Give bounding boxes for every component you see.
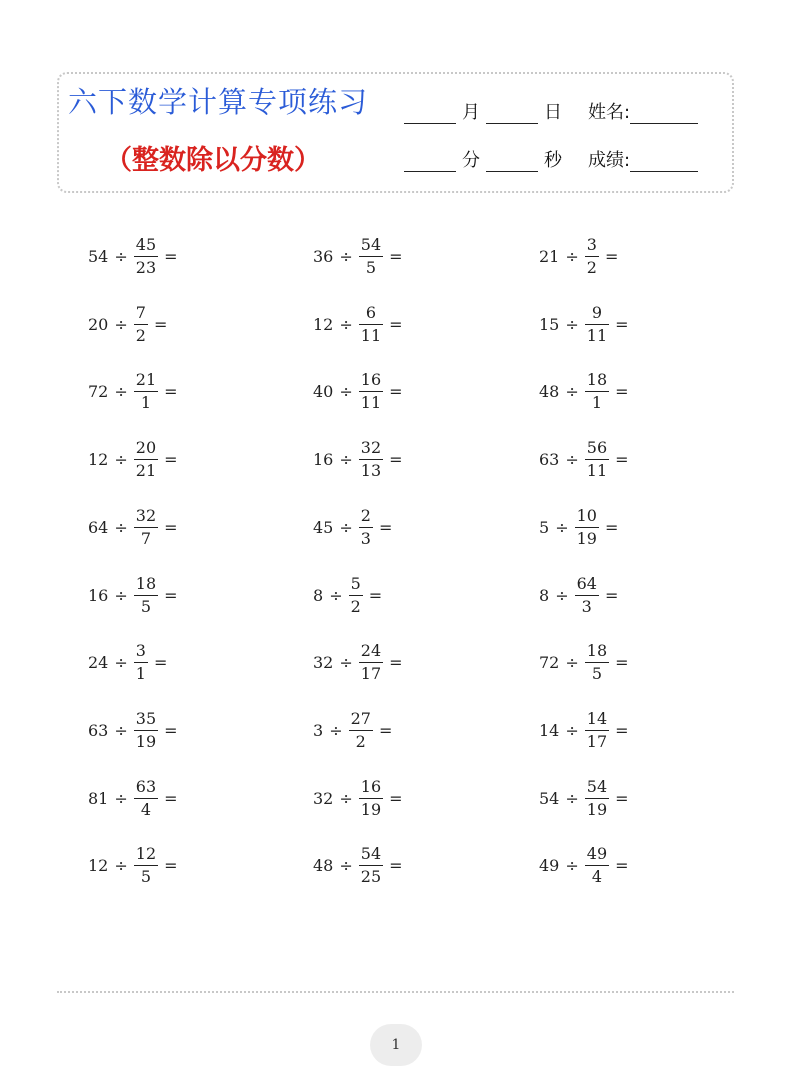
equals-sign: = <box>164 381 178 401</box>
problem-item <box>313 702 392 758</box>
dividend: 48 <box>539 381 560 401</box>
problem-item <box>313 837 403 893</box>
equals-sign: = <box>153 314 168 334</box>
equals-sign: = <box>164 585 178 605</box>
dividend: 64 <box>88 517 109 537</box>
dividend: 40 <box>313 381 334 401</box>
denominator: 19 <box>576 528 597 548</box>
dividend: 8 <box>539 585 550 605</box>
equals-sign: = <box>378 720 393 740</box>
dividend: 81 <box>88 788 109 808</box>
denominator: 4 <box>591 866 603 886</box>
divide-sign: ÷ <box>114 449 128 469</box>
equals-sign: = <box>389 314 403 334</box>
divide-sign: ÷ <box>114 381 128 401</box>
denominator: 5 <box>140 866 152 886</box>
dividend: 3 <box>313 720 324 740</box>
equals-sign: = <box>615 652 629 672</box>
score-label: 成绩: <box>588 150 631 171</box>
equals-sign: = <box>604 585 619 605</box>
numerator: 12 <box>135 843 157 863</box>
numerator: 32 <box>135 505 157 525</box>
dividend: 20 <box>88 314 109 334</box>
problem-item <box>539 296 629 352</box>
denominator: 3 <box>581 596 592 616</box>
dividend: 72 <box>88 381 109 401</box>
problem-item <box>539 431 629 487</box>
divide-sign: ÷ <box>114 314 128 334</box>
denominator: 2 <box>350 596 361 616</box>
numerator: 16 <box>360 776 382 796</box>
numerator: 5 <box>350 573 361 593</box>
divisor-fraction <box>359 505 373 548</box>
divisor-fraction <box>585 843 609 886</box>
denominator: 11 <box>586 460 608 480</box>
divisor-fraction <box>134 234 158 277</box>
problem-item <box>313 567 382 623</box>
denominator: 1 <box>140 392 152 412</box>
problem-item <box>539 499 618 555</box>
divide-sign: ÷ <box>114 585 128 605</box>
page-subtitle: （整数除以分数） <box>105 145 321 176</box>
divisor-fraction <box>585 708 609 751</box>
divisor-fraction <box>134 369 158 412</box>
equals-sign: = <box>389 652 403 672</box>
equals-sign: = <box>153 652 168 672</box>
divisor-fraction <box>585 302 609 345</box>
problem-item <box>539 770 629 826</box>
numerator: 32 <box>360 437 382 457</box>
problem-item <box>88 702 178 758</box>
divide-sign: ÷ <box>114 788 128 808</box>
dividend: 72 <box>539 652 560 672</box>
dividend: 8 <box>313 585 324 605</box>
numerator: 54 <box>360 234 382 254</box>
problem-item <box>313 228 403 284</box>
problem-item <box>313 499 392 555</box>
dividend: 54 <box>539 788 560 808</box>
numerator: 35 <box>135 708 157 728</box>
equals-sign: = <box>389 449 403 469</box>
divide-sign: ÷ <box>114 720 128 740</box>
problem-item <box>313 296 403 352</box>
equals-sign: = <box>389 855 403 875</box>
equals-sign: = <box>368 585 383 605</box>
divisor-fraction <box>575 505 599 548</box>
divisor-fraction <box>585 369 609 412</box>
denominator: 19 <box>360 799 382 819</box>
denominator: 2 <box>355 731 366 751</box>
divisor-fraction <box>359 234 383 277</box>
numerator: 64 <box>576 573 597 593</box>
equals-sign: = <box>164 517 178 537</box>
denominator: 4 <box>140 799 152 819</box>
divide-sign: ÷ <box>329 720 343 740</box>
divide-sign: ÷ <box>339 855 353 875</box>
equals-sign: = <box>164 855 178 875</box>
numerator: 21 <box>135 369 157 389</box>
dividend: 32 <box>313 652 334 672</box>
dividend: 21 <box>539 246 560 266</box>
dividend: 12 <box>88 855 109 875</box>
equals-sign: = <box>615 381 629 401</box>
dividend: 5 <box>539 517 550 537</box>
denominator: 7 <box>140 528 152 548</box>
divisor-fraction <box>585 640 609 683</box>
numerator: 3 <box>586 234 597 254</box>
problem-item <box>313 431 403 487</box>
problem-item <box>313 363 403 419</box>
equals-sign: = <box>604 517 619 537</box>
problem-item <box>88 499 178 555</box>
numerator: 6 <box>365 302 377 322</box>
divisor-fraction <box>134 437 158 480</box>
page-number-badge <box>370 1024 422 1066</box>
divisor-fraction <box>359 369 383 412</box>
problem-item <box>313 770 403 826</box>
problem-item <box>313 634 403 690</box>
problem-item <box>88 228 178 284</box>
page-number: 1 <box>391 1037 401 1053</box>
divide-sign: ÷ <box>565 788 579 808</box>
denominator: 19 <box>135 731 157 751</box>
problem-item <box>88 363 178 419</box>
divisor-fraction <box>134 573 158 616</box>
denominator: 23 <box>135 257 157 277</box>
numerator: 7 <box>135 302 146 322</box>
equals-sign: = <box>615 855 629 875</box>
divisor-fraction <box>359 843 383 886</box>
problem-item <box>539 567 618 623</box>
equals-sign: = <box>604 246 619 266</box>
name-label: 姓名: <box>588 102 631 123</box>
denominator: 13 <box>360 460 382 480</box>
divide-sign: ÷ <box>339 246 353 266</box>
numerator: 54 <box>360 843 382 863</box>
dividend: 63 <box>539 449 560 469</box>
equals-sign: = <box>615 720 629 740</box>
dividend: 36 <box>313 246 334 266</box>
numerator: 20 <box>135 437 157 457</box>
divide-sign: ÷ <box>329 585 343 605</box>
divide-sign: ÷ <box>339 381 353 401</box>
denominator: 11 <box>360 325 382 345</box>
equals-sign: = <box>164 720 178 740</box>
divide-sign: ÷ <box>565 652 579 672</box>
numerator: 16 <box>360 369 382 389</box>
problem-item <box>539 228 618 284</box>
denominator: 17 <box>586 731 608 751</box>
divide-sign: ÷ <box>339 314 353 334</box>
numerator: 54 <box>586 776 608 796</box>
numerator: 14 <box>586 708 608 728</box>
numerator: 24 <box>360 640 382 660</box>
month-label: 月 <box>462 102 480 123</box>
divisor-fraction <box>575 573 599 616</box>
divide-sign: ÷ <box>339 652 353 672</box>
denominator: 5 <box>365 257 377 277</box>
page-title: 六下数学计算专项练习 <box>68 85 369 119</box>
problem-item <box>539 702 629 758</box>
divisor-fraction <box>585 234 599 277</box>
problem-item <box>88 837 178 893</box>
dividend: 32 <box>313 788 334 808</box>
divide-sign: ÷ <box>565 720 579 740</box>
problem-item <box>539 837 629 893</box>
divisor-fraction <box>585 437 609 480</box>
numerator: 49 <box>586 843 608 863</box>
divide-sign: ÷ <box>565 246 579 266</box>
divide-sign: ÷ <box>555 585 569 605</box>
divide-sign: ÷ <box>114 652 128 672</box>
divide-sign: ÷ <box>565 381 579 401</box>
numerator: 3 <box>135 640 146 660</box>
divisor-fraction <box>585 776 609 819</box>
dividend: 15 <box>539 314 560 334</box>
numerator: 63 <box>135 776 157 796</box>
divide-sign: ÷ <box>339 788 353 808</box>
equals-sign: = <box>615 314 629 334</box>
denominator: 1 <box>591 392 603 412</box>
numerator: 18 <box>586 640 608 660</box>
divide-sign: ÷ <box>565 855 579 875</box>
divide-sign: ÷ <box>565 314 579 334</box>
problem-item <box>88 567 178 623</box>
denominator: 5 <box>591 663 603 683</box>
dividend: 12 <box>88 449 109 469</box>
denominator: 25 <box>360 866 382 886</box>
divisor-fraction <box>359 776 383 819</box>
dividend: 14 <box>539 720 560 740</box>
denominator: 1 <box>135 663 146 683</box>
dividend: 45 <box>313 517 334 537</box>
minute-label: 分 <box>462 150 480 171</box>
denominator: 11 <box>586 325 608 345</box>
numerator: 9 <box>591 302 603 322</box>
denominator: 2 <box>586 257 597 277</box>
problem-item <box>88 431 178 487</box>
numerator: 56 <box>586 437 608 457</box>
divisor-fraction <box>134 505 158 548</box>
divisor-fraction <box>359 640 383 683</box>
numerator: 2 <box>360 505 371 525</box>
divide-sign: ÷ <box>114 855 128 875</box>
denominator: 19 <box>586 799 608 819</box>
problem-item <box>88 296 167 352</box>
denominator: 21 <box>135 460 157 480</box>
divisor-fraction <box>134 708 158 751</box>
numerator: 45 <box>135 234 157 254</box>
equals-sign: = <box>389 788 403 808</box>
numerator: 18 <box>135 573 157 593</box>
divisor-fraction <box>134 843 158 886</box>
divide-sign: ÷ <box>565 449 579 469</box>
problem-item <box>88 770 178 826</box>
denominator: 5 <box>140 596 152 616</box>
divide-sign: ÷ <box>114 517 128 537</box>
divide-sign: ÷ <box>339 449 353 469</box>
dividend: 24 <box>88 652 109 672</box>
dividend: 54 <box>88 246 109 266</box>
denominator: 17 <box>360 663 382 683</box>
equals-sign: = <box>615 449 629 469</box>
equals-sign: = <box>389 381 403 401</box>
divisor-fraction <box>134 776 158 819</box>
divide-sign: ÷ <box>114 246 128 266</box>
divisor-fraction <box>349 708 373 751</box>
numerator: 27 <box>350 708 371 728</box>
footer-divider <box>57 991 734 993</box>
divisor-fraction <box>134 302 148 345</box>
dividend: 48 <box>313 855 334 875</box>
equals-sign: = <box>378 517 393 537</box>
problem-item <box>88 634 167 690</box>
equals-sign: = <box>389 246 403 266</box>
equals-sign: = <box>164 449 178 469</box>
numerator: 10 <box>576 505 597 525</box>
dividend: 16 <box>88 585 109 605</box>
dividend: 63 <box>88 720 109 740</box>
dividend: 49 <box>539 855 560 875</box>
equals-sign: = <box>615 788 629 808</box>
numerator: 18 <box>586 369 608 389</box>
divisor-fraction <box>359 302 383 345</box>
denominator: 2 <box>135 325 146 345</box>
equals-sign: = <box>164 246 178 266</box>
problem-item <box>539 363 629 419</box>
day-label: 日 <box>544 102 562 123</box>
dividend: 16 <box>313 449 334 469</box>
equals-sign: = <box>164 788 178 808</box>
dividend: 12 <box>313 314 334 334</box>
divide-sign: ÷ <box>339 517 353 537</box>
denominator: 11 <box>360 392 382 412</box>
problem-item <box>539 634 629 690</box>
divisor-fraction <box>359 437 383 480</box>
divisor-fraction <box>134 640 148 683</box>
divisor-fraction <box>349 573 363 616</box>
second-label: 秒 <box>544 150 562 171</box>
denominator: 3 <box>360 528 371 548</box>
divide-sign: ÷ <box>555 517 569 537</box>
